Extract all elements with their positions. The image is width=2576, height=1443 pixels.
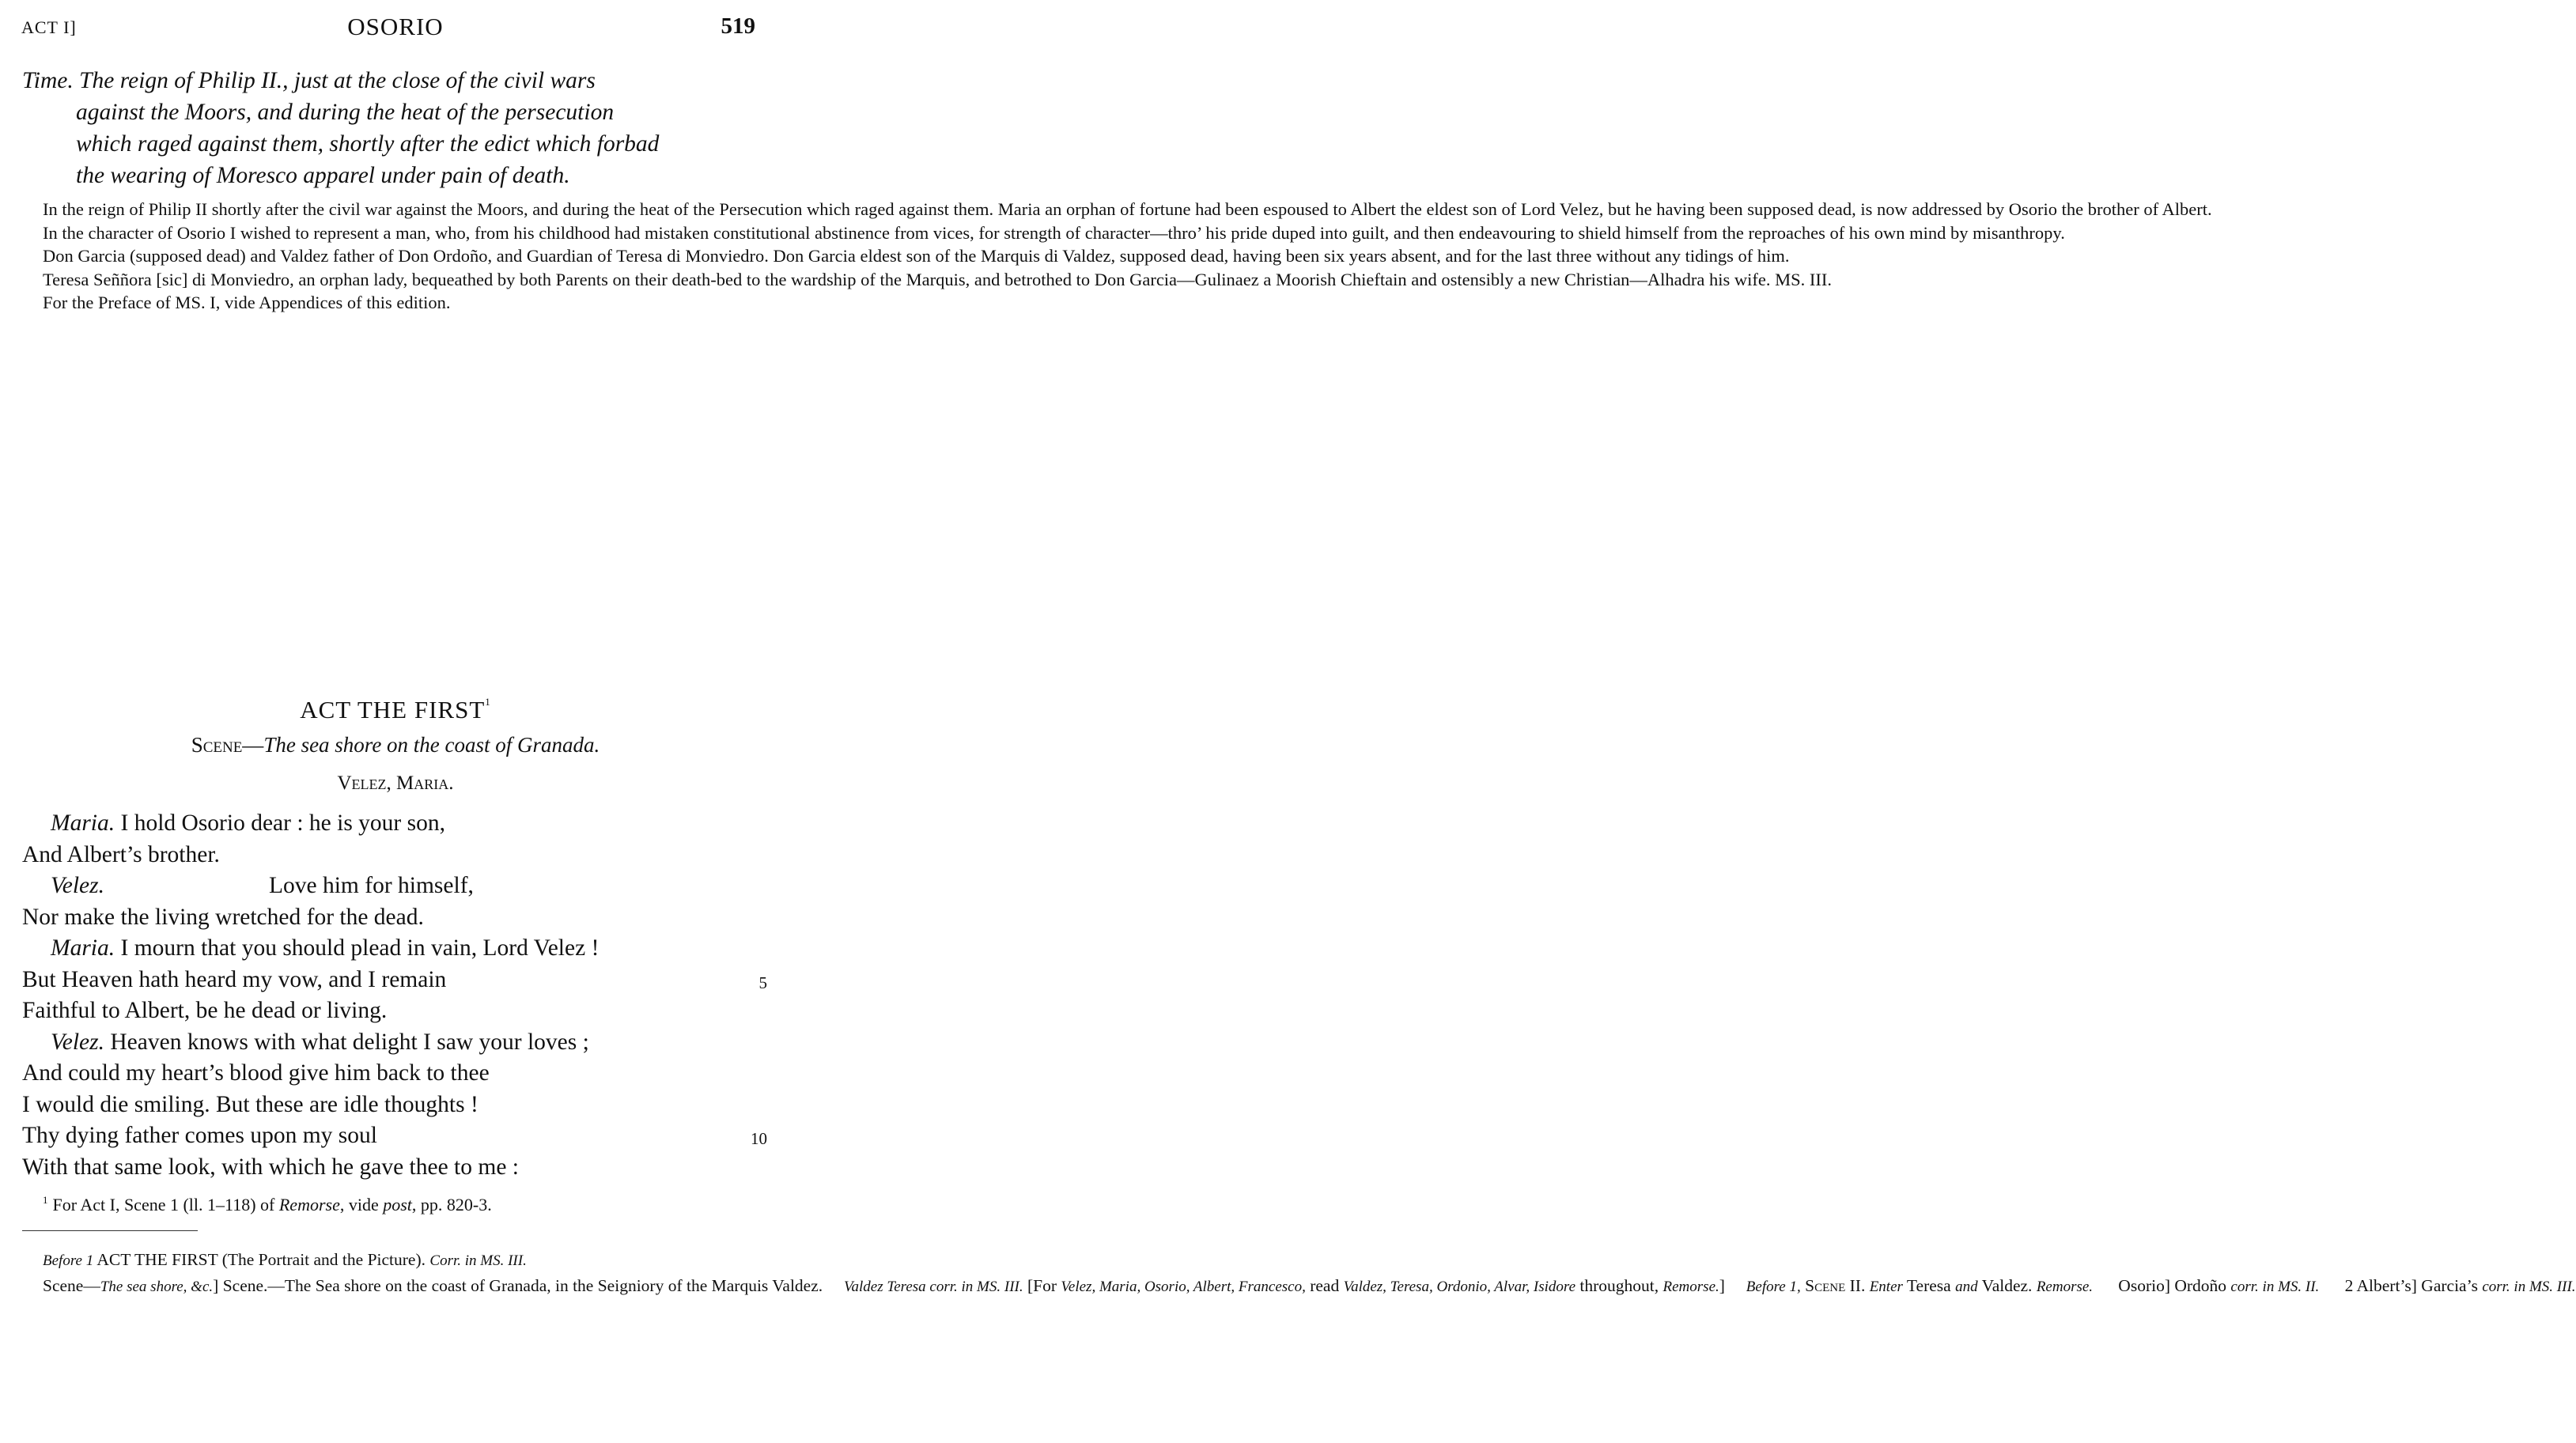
verse-line [22, 840, 775, 871]
apparatus-text: Scene— [43, 1275, 100, 1295]
verse-text: And could my heart’s blood give him back to thee [22, 1060, 490, 1086]
running-head-act: ACT I] [21, 17, 77, 37]
apparatus-ref: The sea shore, &c. [100, 1278, 214, 1295]
verse-line [22, 1152, 775, 1184]
apparatus-note [21, 1274, 2576, 1300]
apparatus-text: ] Scene.—The Sea shore on the coast of Granada, in the Seigniory of the Marquis Valdez. [213, 1275, 823, 1295]
speaker-name: Maria. [51, 810, 115, 836]
footnote-post: post [383, 1195, 412, 1214]
apparatus-ref: Remorse. [1662, 1278, 1719, 1295]
verse-line [22, 1120, 775, 1152]
verse-text: I would die smiling. But these are idle thoughts ! [22, 1091, 479, 1117]
footnote-divider [22, 1230, 198, 1231]
apparatus-names: Valdez, Teresa, Ordonio, Alvar, Isidore [1343, 1278, 1576, 1295]
apparatus-ref: and [1955, 1278, 1978, 1295]
verse-line [22, 902, 775, 934]
time-line: which raged against them, shortly after the edict which forbad [76, 131, 660, 157]
verse-text: I hold Osorio dear : he is your son, [115, 810, 445, 836]
verse-text: Nor make the living wretched for the dead. [22, 904, 424, 930]
act-title: ACT THE FIRST [300, 696, 486, 723]
apparatus-ref: Enter [1869, 1278, 1903, 1295]
apparatus-corr: Valdez Teresa corr. in MS. III. [844, 1278, 1023, 1295]
apparatus-text: [For [1027, 1275, 1061, 1295]
verse-block [22, 808, 775, 1183]
verse-text: And Albert’s brother. [22, 841, 220, 867]
prose-paragraph: In the reign of Philip II shortly after the civil war against the Moors, and during the heat of the Persecution which raged against them. Maria an orphan of fortune had been espoused to Albert the eldest son of Lord Velez, but he having been supposed dead, is now addressed by Osorio the brother of Albert. [43, 199, 2212, 219]
footnote-text: , vide [339, 1195, 384, 1214]
running-head-title: OSORIO [347, 13, 444, 40]
apparatus-text: ] [1719, 1275, 1725, 1295]
page-number: 519 [721, 13, 755, 39]
apparatus-text: Valdez. [1977, 1275, 2033, 1295]
act-heading [0, 696, 791, 724]
apparatus-note [21, 1248, 767, 1274]
footnote-text: For Act I, Scene 1 (ll. 1–118) of [52, 1195, 279, 1214]
footnote [43, 1194, 492, 1215]
apparatus-corr: corr. in MS. III. [2482, 1278, 2576, 1295]
speaker-name: Maria. [51, 935, 115, 961]
verse-text: Thy dying father comes upon my soul [22, 1123, 377, 1148]
verse-text: Faithful to Albert, be he dead or living. [22, 998, 388, 1023]
line-number: 10 [751, 1129, 767, 1148]
apparatus-text: Teresa [1902, 1275, 1956, 1295]
scene-text: The sea shore on the coast of Granada. [263, 733, 600, 757]
time-line: against the Moors, and during the heat of the persecution [76, 100, 615, 125]
apparatus-text: read [1305, 1275, 1344, 1295]
verse-line [22, 1027, 775, 1059]
dramatis-personae: Velez, Maria. [337, 772, 454, 794]
footnote-text: , pp. 820-3. [411, 1195, 492, 1214]
verse-line [22, 808, 775, 840]
verse-line [22, 871, 775, 902]
verse-line [22, 995, 775, 1027]
verse-line [22, 965, 775, 996]
verse-text: With that same look, with which he gave thee to me : [22, 1154, 519, 1180]
scene-heading [0, 733, 791, 757]
apparatus-text: throughout, [1575, 1275, 1663, 1295]
prose-paragraph: In the character of Osorio I wished to represent a man, who, from his childhood had mistaken constitutional abstinence from vices, for strength of character—thro’ his pride duped into guilt, and then endeavouring to shield himself from the reproaches of his own mind by misanthropy. [43, 222, 2065, 243]
prose-paragraph: For the Preface of MS. I, vide Appendices of this edition. [43, 293, 451, 312]
apparatus-ref: Before 1, [1746, 1278, 1801, 1295]
time-line: the wearing of Moresco apparel under pain of death. [76, 163, 570, 188]
apparatus-text: 2 Albert’s] Garcia’s [2344, 1275, 2483, 1295]
act-footnote-mark: 1 [485, 696, 491, 708]
apparatus-corr: corr. in MS. II. [2230, 1278, 2320, 1295]
speaker-name: Velez. [51, 873, 104, 898]
footnote-work: Remorse [278, 1195, 340, 1214]
verse-text: But Heaven hath heard my vow, and I remain [22, 966, 447, 992]
apparatus-ref: Remorse. [2036, 1278, 2094, 1295]
verse-text: Heaven knows with what delight I saw your loves ; [104, 1029, 589, 1055]
apparatus-text: Scene II. [1800, 1275, 1870, 1295]
verse-text: Love him for himself, [269, 873, 474, 898]
scene-label: Scene— [191, 733, 264, 757]
critical-apparatus [21, 1248, 2576, 1299]
verse-line [22, 1090, 775, 1121]
verse-line [22, 933, 775, 965]
speaker-name: Velez. [51, 1029, 104, 1055]
verse-text: I mourn that you should plead in vain, Lord Velez ! [115, 935, 600, 961]
time-line: Time. The reign of Philip II., just at the close of the civil wars [22, 68, 596, 93]
time-setting [22, 65, 766, 191]
apparatus-names: Velez, Maria, Osorio, Albert, Francesco, [1061, 1278, 1306, 1295]
prose-paragraph: Don Garcia (supposed dead) and Valdez father of Don Ordoño, and Guardian of Teresa di Monviedro. Don Garcia eldest son of the Marquis di Valdez, supposed dead, having been six years absent, and for the last three without any tidings of him. [43, 246, 1790, 266]
prose-paragraph: Teresa Seññora [sic] di Monviedro, an orphan lady, bequeathed by both Parents on their death-bed to the wardship of the Marquis, and betrothed to Don Garcia—Gulinaez a Moorish Chieftain and ostensibly a new Christian—Alhadra his wife. MS. III. [43, 269, 1833, 289]
apparatus-corr: Corr. in MS. III. [429, 1252, 527, 1269]
verse-line [22, 1058, 775, 1090]
apparatus-text: ACT THE FIRST (The Portrait and the Picture). [93, 1250, 430, 1269]
apparatus-ref: Before 1 [43, 1252, 94, 1269]
apparatus-text: Osorio] Ordoño [2118, 1275, 2231, 1295]
footnote-mark: 1 [43, 1194, 48, 1206]
line-number: 5 [758, 973, 767, 992]
argument-prose [21, 198, 2212, 315]
